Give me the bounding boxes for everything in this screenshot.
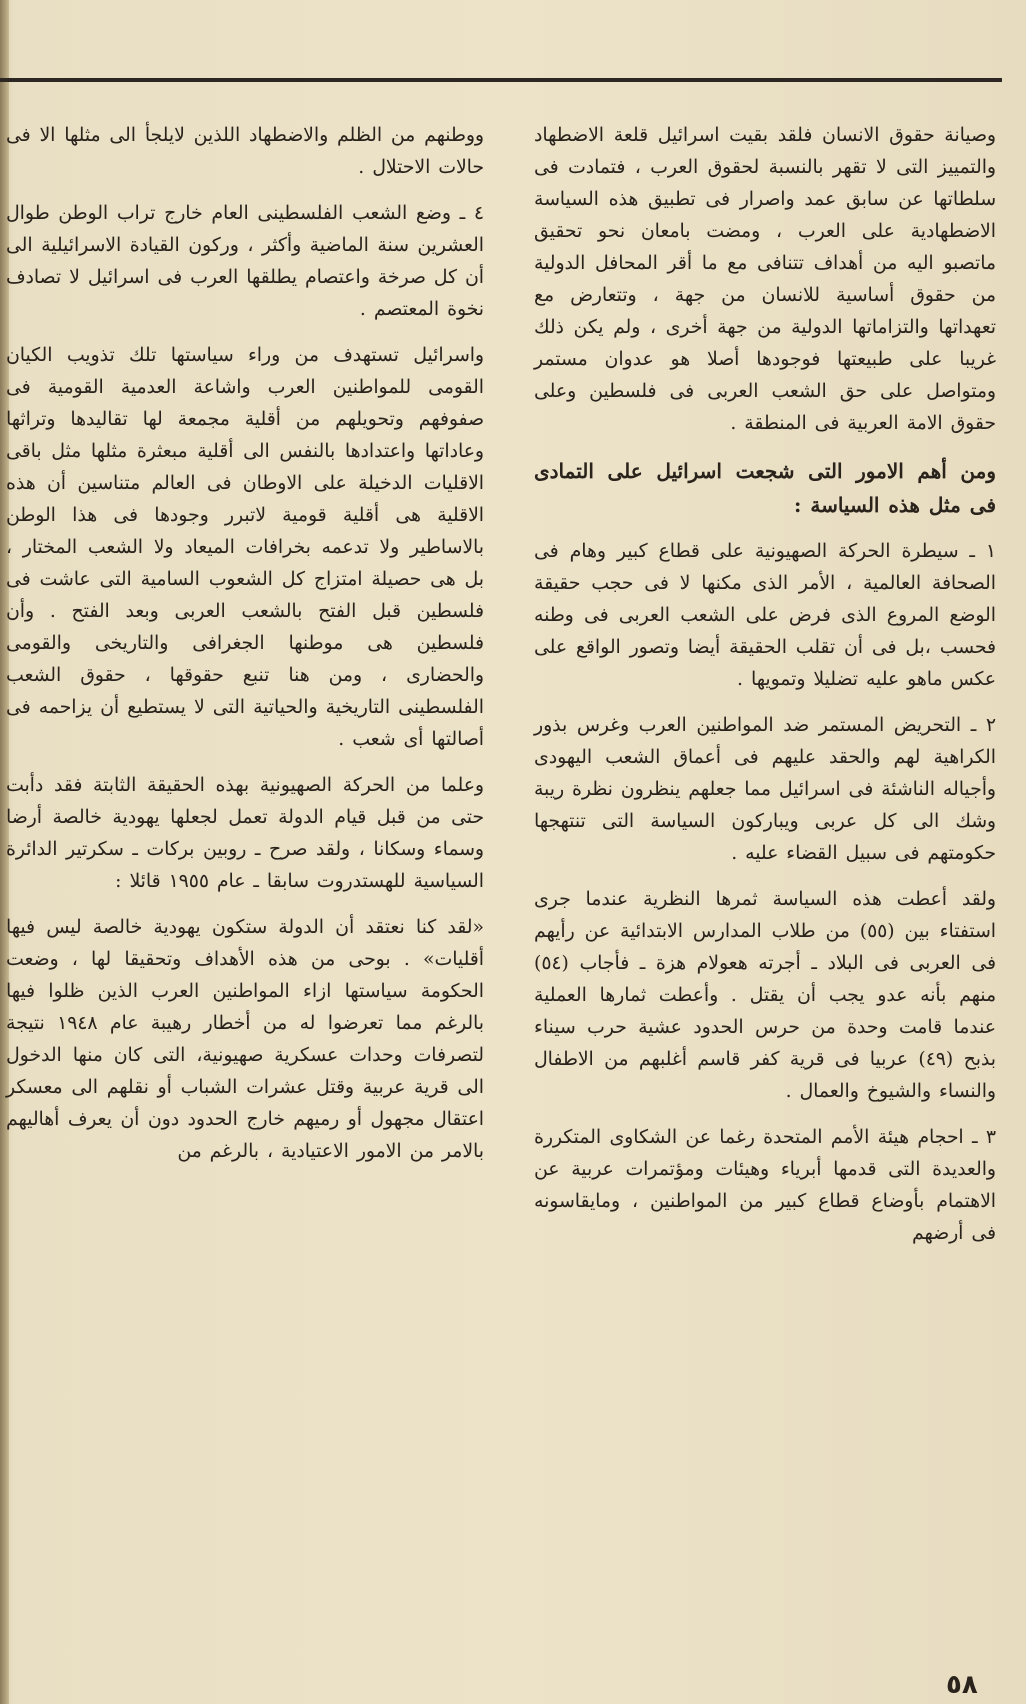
paragraph: «لقد كنا نعتقد أن الدولة ستكون يهودية خالصة ليس فيها أقليات» . بوحى من هذه الأهداف وتحقيقا لها ، وضعت الحكومة سياستها ازاء المواطنين العرب الذين ظلوا فيها بالرغم مما تعرضوا له من أخطار رهيبة عام ١٩٤٨ نتيجة لتصرفات وحدات عسكرية صهيونية، التى كان منها الدخول الى قرية عربية وقتل عشرات الشباب أو نقلهم الى معسكر اعتقال مجهول أو رميهم خارج الحدود دون أن يعرف أهاليهم بالامر من الامور الاعتيادية ، بالرغم من [6,917,484,1162]
paragraph: ٣ ـ احجام هيئة الأمم المتحدة رغما عن الشكاوى المتكررة والعديدة التى قدمها أبرياء وهيئات ومؤتمرات عربية عن الاهتمام بأوضاع قطاع كبير من المواطنين ، ومايقاسونه فى أرضهم [534,1127,996,1244]
section-heading: ومن أهم الامور التى شجعت اسرائيل على التمادى فى مثل هذه السياسة : [534,459,996,517]
page-number: ٥٨ [946,1670,978,1700]
paragraph: وعلما من الحركة الصهيونية بهذه الحقيقة الثابتة فقد دأبت حتى من قبل قيام الدولة تعمل لجعلها يهودية خالصة أرضا وسماء وسكانا ، ولقد صرح ـ روبين بركات ـ سكرتير الدائرة السياسية للهستدروت سابقا ـ عام ١٩٥٥ قائلا : [6,775,484,892]
left-column [6,120,484,1182]
paragraph: ٢ ـ التحريض المستمر ضد المواطنين العرب وغرس بذور الكراهية لهم والحقد عليهم فى أعماق الشعب اليهودى وأجياله الناشئة فى اسرائيل مما جعلهم ينظرون نظرة ريبة وشك الى كل عربى ويباركون السياسة التى تنتهجها حكومتهم فى سبيل القضاء عليه . [533,715,996,864]
paragraph: ١ ـ سيطرة الحركة الصهيونية على قطاع كبير وهام فى الصحافة العالمية ، الأمر الذى مكنها لا فى حجب حقيقة الوضع المروع الذى فرض على الشعب العربى فى وطنه فحسب ،بل فى أن تقلب الحقيقة أيضا وتصور الواقع على عكس ماهو عليه تضليلا وتمويها . [534,541,996,690]
paragraph: ولقد أعطت هذه السياسة ثمرها النظرية عندما جرى استفتاء بين (٥٥) من طلاب المدارس الابتدائية عن رأيهم فى العربى فى البلاد ـ أجرته هعولام هزة ـ فأجاب (٥٤) منهم بأنه عدو يجب أن يقتل . وأعطت ثمارها العملية عندما قامت وحدة من حرس الحدود عشية حرب سيناء بذبح (٤٩) عربيا فى قرية كفر قاسم أغلبهم من الاطفال والنساء والشيوخ والعمال . [534,889,997,1102]
paragraph: واسرائيل تستهدف من وراء سياستها تلك تذويب الكيان القومى للمواطنين العرب واشاعة العدمية القومية فى صفوفهم وتحويلهم من أقلية مجمعة لها تقاليدها وتراثها وعاداتها واعتدادها بالنفس الى أقلية مبعثرة مثلها مثل باقى الاقليات الدخيلة على الاوطان فى العالم متناسين أن هذه الاقلية هى أقلية قومية لاتبرر وجودها فى هذا الوطن بالاساطير ولا تدعمه بخرافات الميعاد ولا الشعب المختار ، بل هى حصيلة امتزاج كل الشعوب السامية التى عاشت فى فلسطين قبل الفتح بالشعب العربى وبعد الفتح . وأن فلسطين هى موطنها الجغرافى والتاريخى والقومى والحضارى ، ومن هنا تنبع حقوقها ، حقوق الشعب الفلسطينى التاريخية والحياتية التى لا يستطيع أن يزاحمه فى أصالتها أى شعب . [6,345,484,750]
paragraph: ووطنهم من الظلم والاضطهاد اللذين لايلجأ الى مثلها الا فى حالات الاحتلال . [6,125,484,178]
right-column [534,120,996,1264]
top-rule [0,78,1002,82]
paragraph: ٤ ـ وضع الشعب الفلسطينى العام خارج تراب الوطن طوال العشرين سنة الماضية وأكثر ، وركون القيادة الاسرائيلية الى أن كل صرخة واعتصام يطلقها العرب فى اسرائيل لا تصادف نخوة المعتصم . [6,203,484,320]
paragraph: وصيانة حقوق الانسان فلقد بقيت اسرائيل قلعة الاضطهاد والتمييز التى لا تقهر بالنسبة لحقوق العرب ، فتمادت فى سلطاتها عن سابق عمد واصرار فى تطبيق هذه السياسة الاضطهادية على العرب ، ومضت بامعان نحو تحقيق ماتصبو اليه من أهداف تتنافى مع ما أقر المحافل الدولية من حقوق أساسية للانسان من جهة ، وتتعارض مع تعهداتها والتزاماتها الدولية من جهة أخرى ، ولم يكن ذلك غريبا على طبيعتها فوجودها أصلا هو عدوان مستمر ومتواصل على حق الشعب العربى فى فلسطين وعلى حقوق الامة العربية فى المنطقة . [534,125,996,434]
